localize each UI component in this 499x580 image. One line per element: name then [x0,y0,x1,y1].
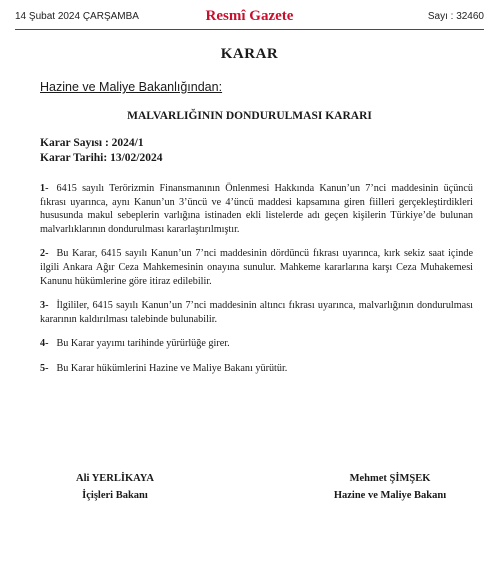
article-2 [40,247,473,288]
signatory-right [315,470,465,504]
issue-number: Sayı : 32460 [427,11,484,22]
decision-title: MALVARLIĞININ DONDURULMASI KARARI [127,110,372,122]
article-4 [40,337,473,351]
signatory-position: İçişleri Bakanı [82,490,148,501]
ministry-heading: Hazine ve Maliye Bakanlığından: [40,80,223,94]
signatory-position: Hazine ve Maliye Bakanı [333,490,447,501]
article-text: Bu Karar yayımı tarihinde yürürlüğe girer. [56,338,230,350]
article-number: 2- [40,248,49,260]
document-type: KARAR [220,46,279,62]
decision-number: Karar Sayısı : 2024/1 [40,137,144,149]
signatory-left [40,470,190,504]
article-3 [40,299,473,326]
article-number: 1- [40,183,49,194]
article-text: İlgililer, 6415 sayılı Kanun’un 7’nci maddesinin altıncı fıkrası uyarınca, malvarlığının dondurulması kararının kaldırılması talebinde bulunabilir. [40,300,473,325]
article-text: Bu Karar hükümlerini Hazine ve Maliye Bakanı yürütür. [56,362,288,374]
article-1 [40,182,473,236]
signatory-name: Mehmet ŞİMŞEK [349,473,431,484]
article-text: 6415 sayılı Terörizmin Finansmanının Önlenmesi Hakkında Kanun’un 7’nci maddesinin üçüncü fıkrası uyarınca, aynı Kanun’un 3’üncü ve 4’üncü maddesi kapsamına giren fiilleri gerçekleştirdikleri hususunda makul sebeplerin varlığına istinaden ekli listelerde adı geçen kişilerin Türkiye’de bulunan malvarlıklarının dondurulması kararlaştırılmıştır. [40,183,473,235]
decision-date: Karar Tarihi: 13/02/2024 [40,152,163,164]
article-5 [40,362,473,376]
gazette-header [15,8,484,26]
article-number: 4- [40,338,49,350]
article-text: Bu Karar, 6415 sayılı Kanun’un 7’nci maddesinin dördüncü fıkrası uyarınca, kırk sekiz saat içinde ilgili Ankara Ağır Ceza Mahkemesinin onayına sunulur. Mahkeme kararlarına karşı Ceza Muhakemesi Kanunu hükümlerine göre itiraz edilebilir. [40,248,473,287]
issue-date: 14 Şubat 2024 ÇARŞAMBA [15,11,139,22]
article-list [40,182,473,387]
signatory-name: Ali YERLİKAYA [76,473,154,484]
gazette-name: Resmî Gazete [205,8,294,24]
header-divider [15,29,484,30]
article-number: 5- [40,362,49,374]
article-number: 3- [40,300,49,312]
